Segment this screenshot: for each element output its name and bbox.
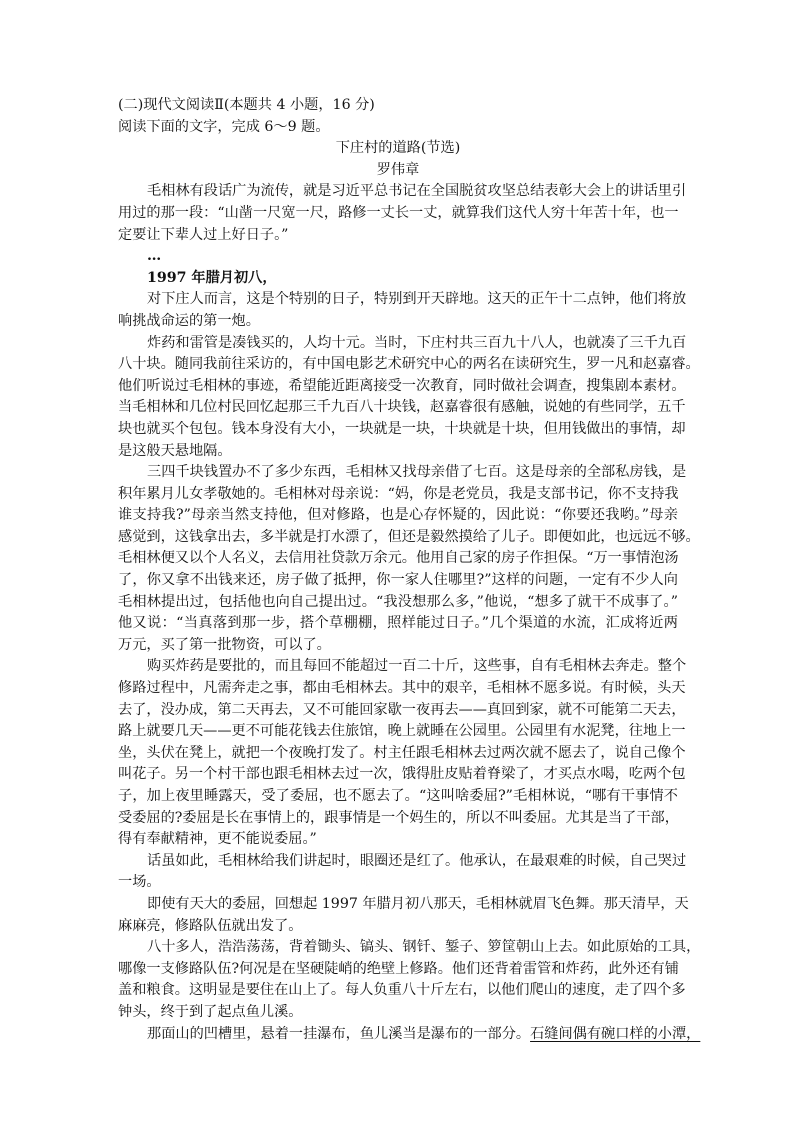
paragraph-line: 毛相林有段话广为流传，就是习近平总书记在全国脱贫攻坚总结表彰大会上的讲话里引 xyxy=(147,183,687,200)
paragraph-line: 哪像一支修路队伍?何况是在坚硬陡峭的绝壁上修路。他们还背着雷管和炸药，此外还有铺 xyxy=(118,960,679,977)
paragraph-line: 对下庄人而言，这是个特别的日子，特别到开天辟地。这天的正午十二点钟，他们将放 xyxy=(147,291,687,308)
paragraph-line: 响挑战命运的第一炮。 xyxy=(118,312,260,329)
paragraph-line: 炸药和雷管是凑钱买的，人均十元。当时，下庄村共三百九十八人，也就凑了三千九百 xyxy=(147,334,687,351)
paragraph-line: 那面山的凹槽里，悬着一挂瀑布，鱼儿溪当是瀑布的一部分。石缝间偶有碗口样的小潭， xyxy=(147,1025,701,1042)
reading-instruction: 阅读下面的文字，完成 6～9 题。 xyxy=(118,118,330,135)
article-paragraph xyxy=(118,289,687,332)
paragraph-line: 八十块。随同我前往采访的，有中国电影艺术研究中心的两名在读研究生，罗一凡和赵嘉睿。 xyxy=(118,356,700,373)
paragraph-line: 麻麻亮，修路队伍就出发了。 xyxy=(118,917,303,934)
paragraph-line: 受委屈的?委屈是长在事情上的，跟事情是一个妈生的，所以不叫委屈。尤其是当了干部， xyxy=(118,809,679,826)
paragraph-line: 盖和粮食。这明显是要住在山上了。每人负重八十斤左右，以他们爬山的速度，走了四个多 xyxy=(118,982,686,999)
paragraph-line: 当毛相林和几位村民回忆起那三千九百八十块钱，赵嘉睿很有感触，说她的有些同学，五千 xyxy=(118,399,686,416)
article-author: 罗伟章 xyxy=(376,161,420,178)
article-paragraph xyxy=(118,894,689,937)
paragraph-line: 三四千块钱置办不了多少东西，毛相林又找母亲借了七百。这是母亲的全部私房钱，是 xyxy=(147,464,687,481)
paragraph-line: 子，加上夜里睡露天，受了委屈，也不愿去了。“这叫啥委屈?”毛相林说，“哪有干事情不 xyxy=(118,788,678,804)
document-page xyxy=(118,95,701,1045)
article-paragraph xyxy=(118,181,687,246)
article-paragraph xyxy=(118,268,678,290)
paragraph-line: 积年累月儿女孝敬她的。毛相林对母亲说：“妈，你是老党员，我是支部书记，你不支持我 xyxy=(118,485,679,502)
paragraph-line: 得有奉献精神，更不能说委屈。” xyxy=(118,831,317,848)
article-paragraph xyxy=(118,1024,701,1046)
paragraph-line: 钟头，终于到了起点鱼儿溪。 xyxy=(118,1003,303,1020)
paragraph-line: 叫花子。另一个村干部也跟毛相林去过一次，饿得肚皮贴着脊梁了，才买点水喝，吃两个包 xyxy=(118,766,686,783)
paragraph-line: 他们听说过毛相林的事迹，希望能近距离接受一次教育，同时做社会调查，搜集剧本素材。 xyxy=(118,377,686,394)
paragraph-line: 即使有天大的委屈，回想起 1997 年腊月初八那天，毛相林就眉飞色舞。那天清早，天 xyxy=(147,895,689,912)
article-paragraph xyxy=(118,333,700,463)
paragraph-line: 谁支持我?”母亲当然支持他，但对修路，也是心存怀疑的，因此说：“你要还我哟。”母亲 xyxy=(118,507,678,524)
paragraph-line: 了，你又拿不出钱来还，房子做了抵押，你一家人住哪里?”这样的问题，一定有不少人向 xyxy=(118,572,678,589)
paragraph-line: 购买炸药是要批的，而且每回不能超过一百二十斤，这些事，自有毛相林去奔走。整个 xyxy=(147,658,687,675)
paragraph-line: 用过的那一段：“山凿一尺宽一尺，路修一丈长一丈，就算我们这代人穷十年苦十年，也一 xyxy=(118,204,679,221)
paragraph-line: 块也就买个包包。钱本身没有大小，一块就是一块，十块就是十块，但用钱做出的事情，却 xyxy=(118,420,686,437)
paragraph-line: 八十多人，浩浩荡荡，背着锄头、镐头、钢钎、錾子、箩筐朝山上去。如此原始的工具， xyxy=(147,939,701,956)
article-paragraph xyxy=(118,462,700,656)
paragraph-line: 万元，买了第一批物资，可以了。 xyxy=(118,636,331,653)
article-paragraph xyxy=(118,937,701,1023)
paragraph-line: 话虽如此，毛相林给我们讲起时，眼圈还是红了。他承认，在最艰难的时候，自己哭过 xyxy=(147,852,687,869)
paragraph-line: 坐，头伏在凳上，就把一个夜晚打发了。村主任跟毛相林去过两次就不愿去了，说自己像个 xyxy=(118,744,686,761)
article-body xyxy=(118,181,701,1045)
paragraph-line: 是这般天悬地隔。 xyxy=(118,442,232,459)
paragraph-line: 毛相林提出过，包括他也向自己提出过。“我没想那么多，”他说，“想多了就干不成事了。” xyxy=(118,593,678,610)
paragraph-line: 毛相林便又以个人名义，去信用社贷款万余元。他用自己家的房子作担保。“万一事情泡汤 xyxy=(118,550,679,567)
underlined-sentence: 石缝间偶有碗口样的小潭， xyxy=(530,1025,701,1042)
article-paragraph xyxy=(118,656,687,850)
paragraph-line: 定要让下辈人过上好日子。” xyxy=(118,226,289,243)
paragraph-line: 1997 年腊月初八， xyxy=(147,269,277,286)
article-paragraph xyxy=(118,851,687,894)
article-title: 下庄村的道路(节选) xyxy=(335,140,461,157)
paragraph-line: 修路过程中，凡需奔走之事，都由毛相林去。其中的艰辛，毛相林不愿多说。有时候，头天 xyxy=(118,680,686,697)
paragraph-line: 他又说：“当真落到那一步，搭个草棚棚，照样能过日子。”几个渠道的水流，汇成将近两 xyxy=(118,615,678,632)
ellipsis-marker: … xyxy=(147,248,164,265)
paragraph-line: 一场。 xyxy=(118,874,161,891)
paragraph-line: 去了，没办成，第二天再去，又不可能回家歇一夜再去——真回到家，就不可能第二天去， xyxy=(118,701,686,718)
section-heading: (二)现代文阅读Ⅱ(本题共 4 小题，16 分) xyxy=(118,97,375,113)
paragraph-line: 感觉到，这钱拿出去，多半就是打水漂了，但还是毅然摸给了儿子。即便如此，也远远不够。 xyxy=(118,528,700,545)
paragraph-line: 路上就要几天——更不可能花钱去住旅馆，晚上就睡在公园里。公园里有水泥凳，往地上一 xyxy=(118,723,686,740)
